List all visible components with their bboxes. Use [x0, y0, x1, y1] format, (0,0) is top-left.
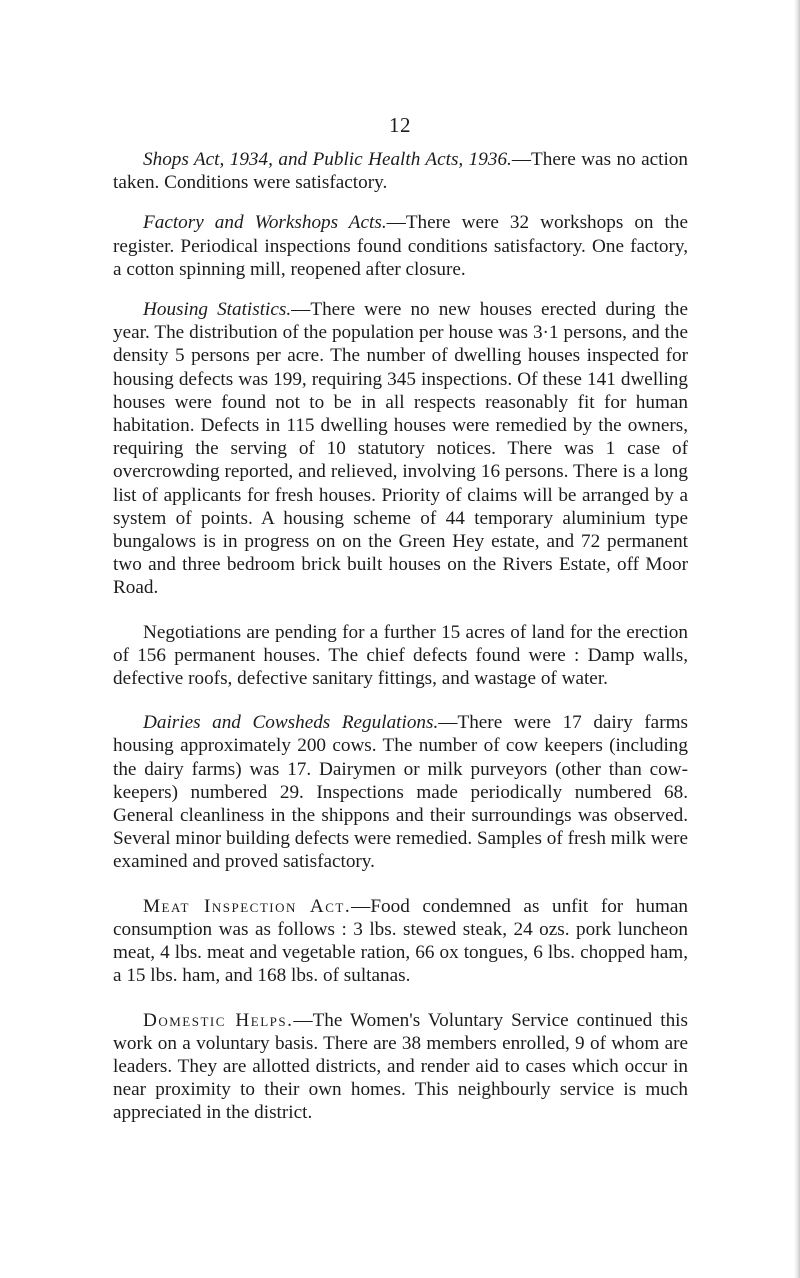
heading-domestic-helps: Domestic Helps. — [143, 1009, 294, 1031]
paragraph-dairies-cowsheds — [113, 711, 688, 873]
paragraph-housing-statistics — [113, 298, 688, 600]
heading-factory-workshops: Factory and Workshops Acts. — [143, 212, 387, 234]
heading-shops-act: Shops Act, 1934, and Public Health Acts, 1936. — [143, 149, 512, 170]
text-meat-inspection: —Food condemned as unfit for human consumption was as follows : 3 lbs. stewed steak, 24 ozs. pork luncheon meat, 4 lbs. meat and vegetable ration, 66 ox tongues, 6 lbs. chopped ham, a 15 lbs. ham, and 168 lbs. of sultanas. — [113, 895, 688, 987]
heading-housing-statistics: Housing Statistics. — [143, 299, 292, 321]
page-edge-shadow — [794, 0, 800, 1278]
paragraph-meat-inspection — [113, 895, 688, 988]
text-factory-workshops: —There were 32 workshops on the register. Periodical inspections found conditions satisfactory. One factory, a cotton spinning mill, reopened after closure. — [113, 212, 688, 280]
text-domestic-helps: —The Women's Voluntary Service continued this work on a voluntary basis. There are 38 members enrolled, 9 of whom are leaders. They are allotted districts, and render aid to cases which occur in near proximity to their own homes. This neighbourly service is much appreciated in the district. — [113, 1009, 688, 1124]
paragraph-shops-act — [113, 148, 688, 194]
text-shops-act: —There was no action taken. Conditions were satisfactory. — [113, 149, 688, 194]
text-negotiations: Negotiations are pending for a further 15 acres of land for the erection of 156 permanent houses. The chief defects found were : Damp walls, defective roofs, defective sanitary fittings, and wastage of water. — [113, 621, 688, 690]
paragraph-negotiations — [113, 621, 688, 691]
page-number: 12 — [389, 113, 411, 137]
paragraph-factory-workshops — [113, 211, 688, 281]
body-text — [113, 148, 688, 1143]
text-dairies-cowsheds: —There were 17 dairy farms housing approximately 200 cows. The number of cow keepers (including the dairy farms) was 17. Dairymen or milk purveyors (other than cow-keepers) numbered 29. Inspections made periodically numbered 68. General cleanliness in the shippons and their surroundings was observed. Several minor building defects were remedied. Samples of fresh milk were examined and proved satisfactory. — [113, 712, 688, 873]
paragraph-domestic-helps — [113, 1009, 688, 1125]
heading-meat-inspection: Meat Inspection Act. — [143, 895, 352, 917]
heading-dairies-cowsheds: Dairies and Cowsheds Regulations. — [143, 712, 439, 734]
text-housing-statistics: —There were no new houses erected during the year. The distribution of the population per house was 3·1 persons, and the density 5 persons per acre. The number of dwelling houses inspected for housing defects was 199, requiring 345 inspections. Of these 141 dwelling houses were found not to be in all respects reasonably fit for human habitation. Defects in 115 dwelling houses were remedied by the owners, requiring the serving of 10 statutory notices. There was 1 case of overcrowding reported, and relieved, involving 16 persons. There is a long list of applicants for fresh houses. Priority of claims will be arranged by a system of points. A housing scheme of 44 temporary aluminium type bungalows is in progress on on the Green Hey estate, and 72 permanent two and three bedroom brick built houses on the Rivers Estate, off Moor Road. — [113, 299, 688, 599]
